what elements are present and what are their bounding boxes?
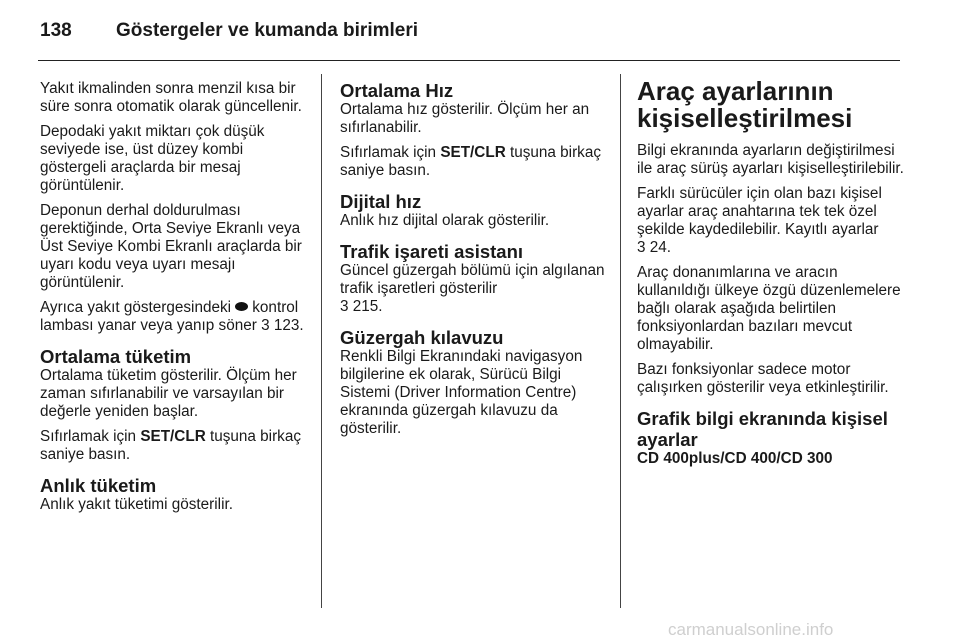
main-heading-vehicle-personalization: Araç ayarlarının kişiselleştirilmesi xyxy=(637,76,853,133)
fuel-warning-lamp-icon xyxy=(235,302,248,311)
paragraph xyxy=(637,185,907,257)
page-header xyxy=(38,12,900,58)
section-heading-route-guidance: Güzergah kılavuzu xyxy=(340,327,504,348)
column-1 xyxy=(40,80,312,521)
paragraph: Bilgi ekranında ayarların değiştirilmesi ile araç sürüş ayarları kişiselleştirilebilir. xyxy=(637,142,904,177)
paragraph: Anlık yakıt tüketimi gösterilir. xyxy=(40,496,233,513)
paragraph: Bazı fonksiyonlar sadece motor çalışırken gösterilir veya etkinleştirilir. xyxy=(637,361,889,396)
chapter-title: Göstergeler ve kumanda birimleri xyxy=(116,20,419,41)
text: tuşuna birkaç saniye basın. xyxy=(40,428,301,463)
column-divider-1 xyxy=(321,74,322,608)
text: Farklı sürücüler için olan bazı kişisel ayarlar araç anahtarına tek tek özel şekilde kaydedilebilir. Kayıtlı ayarlar xyxy=(637,185,882,238)
paragraph: Ortalama tüketim gösterilir. Ölçüm her zaman sıfırlanabilir ve varsayılan bir değerle yeniden başlar. xyxy=(40,367,297,420)
text: tuşuna birkaç saniye basın. xyxy=(340,144,601,179)
paragraph: Deponun derhal doldurulması gerektiğinde, Orta Seviye Ekranlı veya Üst Seviye Kombi Ekranlı araçlarda bir uyarı kodu veya uyarı mesajı görüntülenir. xyxy=(40,202,302,291)
paragraph xyxy=(340,262,610,316)
column-3 xyxy=(637,76,907,468)
section-heading-average-speed: Ortalama Hız xyxy=(340,80,454,101)
paragraph: Araç donanımlarına ve aracın kullanıldığı ülkeye özgü düzenlemelere bağlı olarak aşağıda belirtilen fonksiyonlardan bazıları mevcut olmayabilir. xyxy=(637,264,901,353)
paragraph xyxy=(40,299,312,335)
page-reference: 3 123. xyxy=(261,317,304,334)
key-name: SET/CLR xyxy=(440,144,506,161)
section-heading-traffic-sign-assistant: Trafik işareti asistanı xyxy=(340,241,524,262)
paragraph xyxy=(40,428,312,464)
page-reference: 3 215. xyxy=(340,298,383,315)
page-number: 138 xyxy=(40,20,72,41)
text: Sıfırlamak için xyxy=(340,144,437,161)
text: Sıfırlamak için xyxy=(40,428,137,445)
column-2 xyxy=(340,80,610,445)
watermark: carmanualsonline.info xyxy=(668,620,834,639)
section-heading-graphic-display: Grafik bilgi ekranında kişisel ayarlar xyxy=(637,408,888,450)
section-heading-average-consumption: Ortalama tüketim xyxy=(40,346,192,367)
text: Ayrıca yakıt göstergesindeki xyxy=(40,299,232,316)
section-heading-digital-speed: Dijital hız xyxy=(340,191,422,212)
page-reference: 3 24. xyxy=(637,239,672,256)
paragraph: Ortalama hız gösterilir. Ölçüm her an sıfırlanabilir. xyxy=(340,101,590,136)
column-divider-2 xyxy=(620,74,621,608)
key-name: SET/CLR xyxy=(140,428,206,445)
paragraph: Depodaki yakıt miktarı çok düşük seviyede ise, üst düzey kombi göstergeli araçlarda bir mesaj görüntülenir. xyxy=(40,123,265,194)
text: kontrol lambası yanar veya yanıp söner xyxy=(40,299,299,334)
paragraph: Renkli Bilgi Ekranındaki navigasyon bilgilerine ek olarak, Sürücü Bilgi Sistemi (Driver Information Centre) ekranında güzergah kılavuzu da gösterilir. xyxy=(340,348,583,437)
model-subheading: CD 400plus/CD 400/CD 300 xyxy=(637,450,833,467)
paragraph xyxy=(340,144,610,180)
header-divider xyxy=(38,60,900,61)
paragraph: Yakıt ikmalinden sonra menzil kısa bir süre sonra otomatik olarak güncellenir. xyxy=(40,80,302,115)
paragraph: Anlık hız dijital olarak gösterilir. xyxy=(340,212,550,229)
text: Güncel güzergah bölümü için algılanan trafik işaretleri gösterilir xyxy=(340,262,605,297)
section-heading-instant-consumption: Anlık tüketim xyxy=(40,475,157,496)
